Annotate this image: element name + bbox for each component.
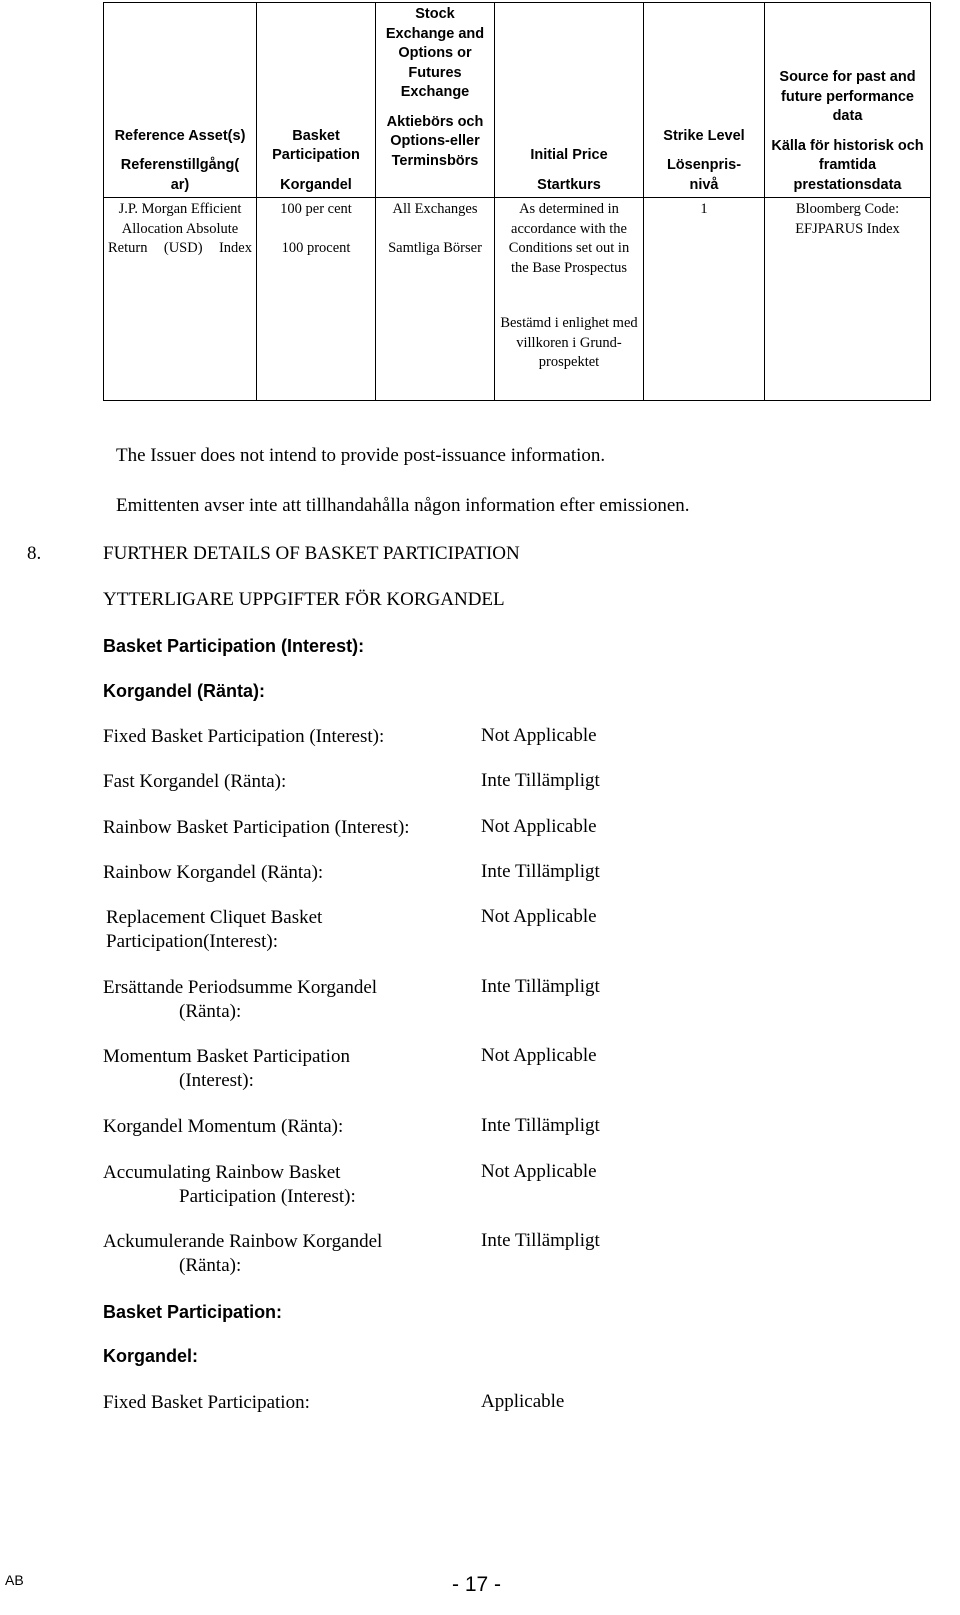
table-row <box>104 198 931 401</box>
cell-exchange: All Exchanges Samtliga Börser <box>376 198 495 401</box>
basket-heading-sv: Korgandel: <box>103 1346 199 1366</box>
cell-strike-level: 1 <box>644 198 765 401</box>
issuer-statement-sv: Emittenten avser inte att tillhandahålla någon information efter emissionen. <box>116 495 690 516</box>
fixed-participation-label: Fixed Basket Participation: <box>103 1392 310 1413</box>
list-item-label: Fixed Basket Participation (Interest): <box>103 726 385 747</box>
cell-basket-participation: 100 per cent 100 procent <box>257 198 376 401</box>
list-item-label: Ersättande Periodsumme Korgandel (Ränta): <box>103 977 378 1022</box>
list-item-value: Inte Tillämpligt <box>481 976 600 997</box>
fixed-participation-value: Applicable <box>481 1391 565 1412</box>
list-item-label: Rainbow Basket Participation (Interest): <box>103 817 410 838</box>
section-title-en: FURTHER DETAILS OF BASKET PARTICIPATION <box>103 543 520 564</box>
list-item-label: Replacement Cliquet Basket Participation(Interest): <box>106 907 323 952</box>
header-source: Source for past and future performance data Källa för historisk och framtida prestationsdata <box>765 3 931 198</box>
reference-asset-table <box>103 2 931 401</box>
list-item-value: Not Applicable <box>481 1161 597 1182</box>
list-item-value: Inte Tillämpligt <box>481 770 600 791</box>
list-item-label: Accumulating Rainbow Basket Participation (Interest): <box>103 1162 356 1207</box>
list-item-value: Inte Tillämpligt <box>481 1115 600 1136</box>
list-item-label: Fast Korgandel (Ränta): <box>103 771 287 792</box>
list-item-value: Inte Tillämpligt <box>481 861 600 882</box>
interest-heading-sv: Korgandel (Ränta): <box>103 681 265 701</box>
list-item-value: Not Applicable <box>481 725 597 746</box>
page-number: - 17 - <box>452 1573 502 1596</box>
header-reference-asset: Reference Asset(s) Referenstillgång( ar) <box>104 3 257 198</box>
list-item-label: Ackumulerande Rainbow Korgandel (Ränta): <box>103 1231 383 1276</box>
basket-heading-en: Basket Participation: <box>103 1302 283 1322</box>
list-item-value: Inte Tillämpligt <box>481 1230 600 1251</box>
list-item-label: Momentum Basket Participation (Interest): <box>103 1046 350 1091</box>
section-title-sv: YTTERLIGARE UPPGIFTER FÖR KORGANDEL <box>103 589 505 610</box>
list-item-value: Not Applicable <box>481 1045 597 1066</box>
list-item-label: Rainbow Korgandel (Ränta): <box>103 862 324 883</box>
header-strike-level: Strike Level Lösenpris- nivå <box>644 3 765 198</box>
header-exchange: Stock Exchange and Options or Futures Exchange Aktiebörs och Options-eller Terminsbörs <box>376 3 495 198</box>
section-number: 8. <box>27 543 42 564</box>
header-initial-price: Initial Price Startkurs <box>495 3 644 198</box>
interest-heading-en: Basket Participation (Interest): <box>103 636 365 656</box>
header-basket-participation: Basket Participation Korgandel <box>257 3 376 198</box>
list-item-value: Not Applicable <box>481 816 597 837</box>
list-item-value: Not Applicable <box>481 906 597 927</box>
issuer-statement-en: The Issuer does not intend to provide post-issuance information. <box>116 445 606 466</box>
cell-reference-asset: J.P. Morgan Efficient Allocation Absolute Return (USD) Index <box>104 198 257 401</box>
cell-source: Bloomberg Code: EFJPARUS Index <box>765 198 931 401</box>
list-item-label: Korgandel Momentum (Ränta): <box>103 1116 344 1137</box>
table-header-row <box>104 3 931 198</box>
footer-initials: AB <box>5 1572 24 1588</box>
cell-initial-price: As determined in accordance with the Conditions set out in the Base Prospectus Bestämd i enlighet med villkoren i Grund-prospektet <box>495 198 644 401</box>
